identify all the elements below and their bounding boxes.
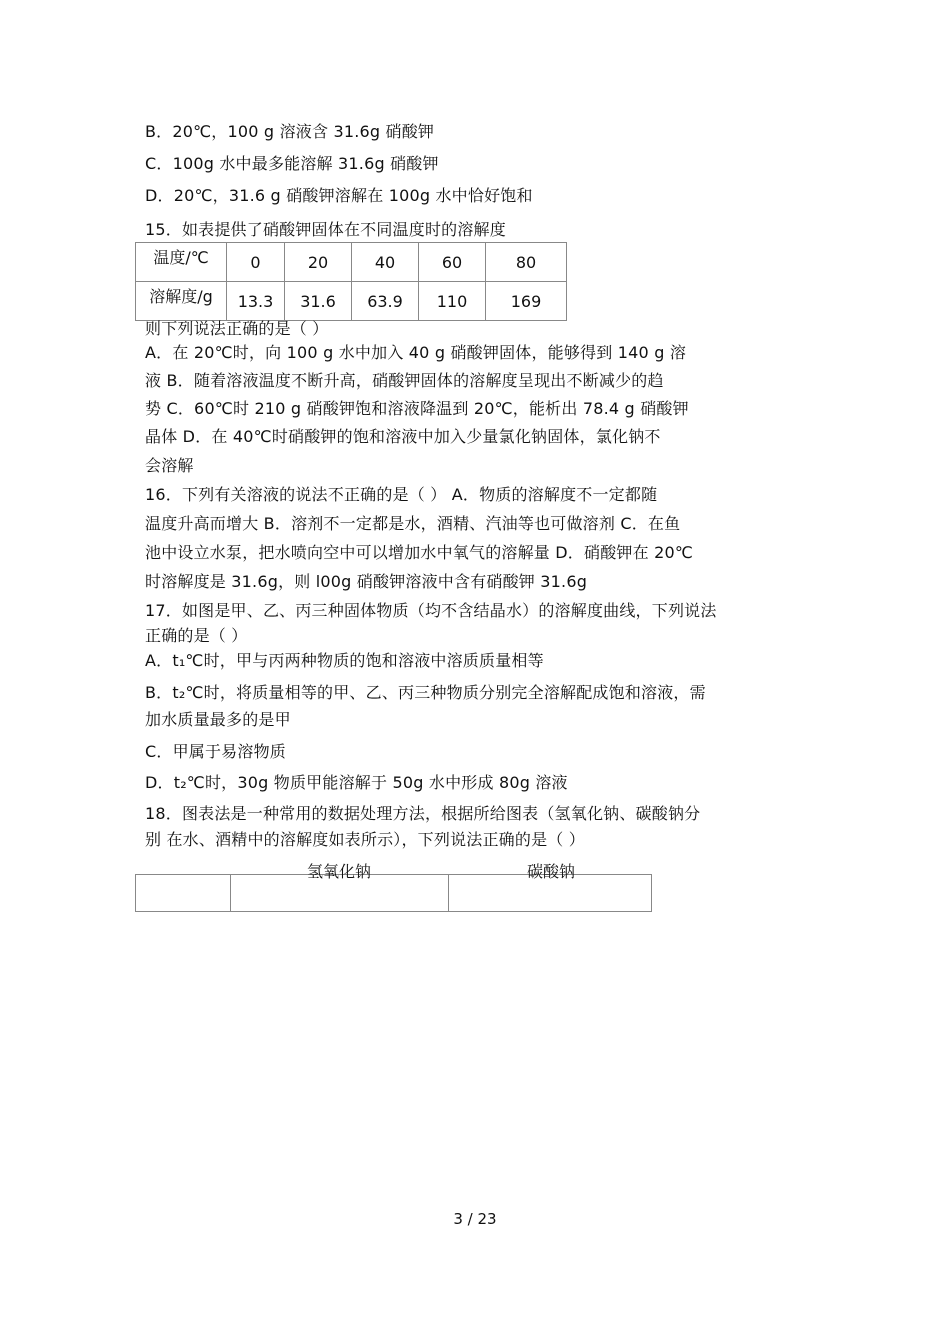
question-16-line: 池中设立水泵，把水喷向空中可以增加水中氧气的溶解量 D．硝酸钾在 20℃ bbox=[145, 543, 694, 562]
question-15-options-line: 会溶解 bbox=[145, 456, 194, 475]
table-header-naoh: 氢氧化钠 bbox=[307, 862, 372, 881]
option-b-q14: B．20℃，100 g 溶液含 31.6g 硝酸钾 bbox=[145, 122, 435, 141]
question-15-options-line: A．在 20℃时，向 100 g 水中加入 40 g 硝酸钾固体，能够得到 140 g 溶 bbox=[145, 343, 687, 362]
question-17-stem: 17．如图是甲、乙、丙三种固体物质（均不含结晶水）的溶解度曲线，下列说法 bbox=[145, 601, 717, 620]
table-cell: 40 bbox=[352, 243, 419, 282]
table-cell: 13.3 bbox=[227, 282, 285, 321]
table-cell bbox=[136, 875, 231, 912]
table-cell: 169 bbox=[486, 282, 567, 321]
table-header-cell: 温度/℃ bbox=[136, 243, 227, 282]
page-number: 3 / 23 bbox=[453, 1210, 497, 1228]
table-cell: 80 bbox=[486, 243, 567, 282]
question-18-stem: 别 在水、酒精中的溶解度如表所示），下列说法正确的是（ ） bbox=[145, 830, 585, 849]
option-c-q14: C．100g 水中最多能溶解 31.6g 硝酸钾 bbox=[145, 154, 439, 173]
question-16-line: 时溶解度是 31.6g，则 l00g 硝酸钾溶液中含有硝酸钾 31.6g bbox=[145, 572, 588, 591]
table-header-na2co3: 碳酸钠 bbox=[527, 862, 576, 881]
question-15-options-line: 液 B．随着溶液温度不断升高，硝酸钾固体的溶解度呈现出不断减少的趋 bbox=[145, 371, 664, 390]
question-15-stem: 15．如表提供了硝酸钾固体在不同温度时的溶解度 bbox=[145, 220, 506, 239]
table-cell: 60 bbox=[419, 243, 486, 282]
table-cell: 31.6 bbox=[285, 282, 352, 321]
question-18-stem: 18．图表法是一种常用的数据处理方法，根据所给图表（氢氧化钠、碳酸钠分 bbox=[145, 804, 701, 823]
option-b-q17: B．t₂℃时，将质量相等的甲、乙、丙三种物质分别完全溶解配成饱和溶液，需 bbox=[145, 683, 706, 702]
question-17-stem: 正确的是（ ） bbox=[145, 626, 248, 645]
solubility-table bbox=[135, 242, 567, 321]
question-15-prompt: 则下列说法正确的是（ ） bbox=[145, 319, 329, 338]
table-cell: 110 bbox=[419, 282, 486, 321]
question-15-options-line: 势 C．60℃时 210 g 硝酸钾饱和溶液降温到 20℃，能析出 78.4 g 硝酸钾 bbox=[145, 399, 689, 418]
option-c-q17: C．甲属于易溶物质 bbox=[145, 742, 286, 761]
option-d-q14: D．20℃，31.6 g 硝酸钾溶解在 100g 水中恰好饱和 bbox=[145, 186, 533, 205]
option-b-q17-cont: 加水质量最多的是甲 bbox=[145, 710, 291, 729]
table-cell: 63.9 bbox=[352, 282, 419, 321]
table-cell: 20 bbox=[285, 243, 352, 282]
option-a-q17: A．t₁℃时，甲与丙两种物质的饱和溶液中溶质质量相等 bbox=[145, 651, 544, 670]
table-row bbox=[136, 243, 567, 282]
table-row bbox=[136, 282, 567, 321]
option-d-q17: D．t₂℃时，30g 物质甲能溶解于 50g 水中形成 80g 溶液 bbox=[145, 773, 568, 792]
table-cell: 0 bbox=[227, 243, 285, 282]
question-16-line: 16．下列有关溶液的说法不正确的是（ ） A．物质的溶解度不一定都随 bbox=[145, 485, 658, 504]
question-15-options-line: 晶体 D．在 40℃时硝酸钾的饱和溶液中加入少量氯化钠固体，氯化钠不 bbox=[145, 427, 661, 446]
table-header-cell: 溶解度/g bbox=[136, 282, 227, 321]
question-16-line: 温度升高而增大 B．溶剂不一定都是水，酒精、汽油等也可做溶剂 C．在鱼 bbox=[145, 514, 681, 533]
